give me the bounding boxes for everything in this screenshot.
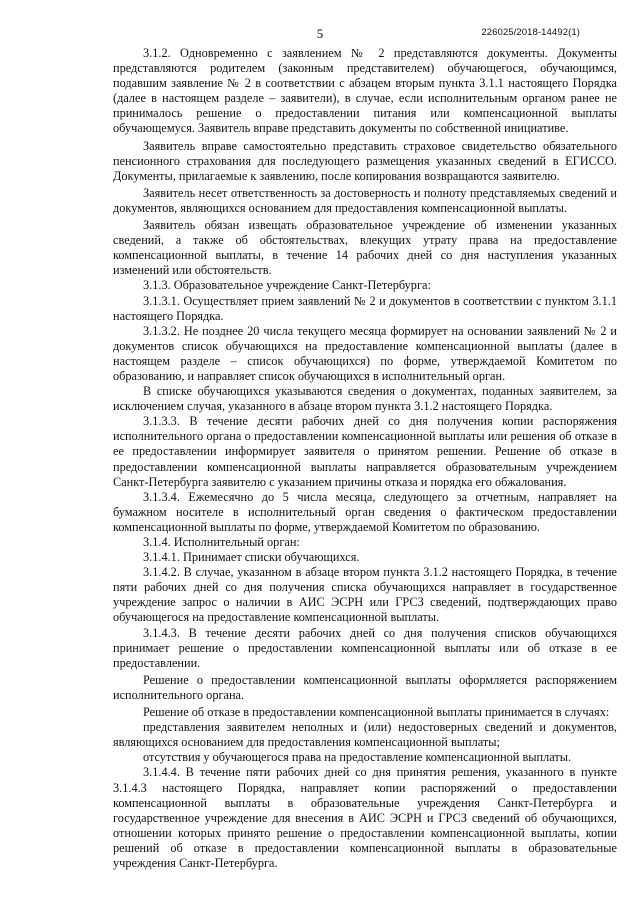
paragraph-3-1-3-4: 3.1.3.4. Ежемесячно до 5 числа месяца, следующего за отчетным, направляет на бумажном носителе в исполнительный орган сведения о фактическом предоставлении компенсационной выплаты по форме, утверждаемой Комитетом по образованию. [113,489,617,534]
paragraph-decision-order: Решение о предоставлении компенсационной выплаты оформляется распоряжением исполнительного органа. [113,672,617,702]
paragraph-3-1-4-4: 3.1.4.4. В течение пяти рабочих дней со дня принятия решения, указанного в пункте 3.1.4.3 настоящего Порядка, направляет копии распоряжений о предоставлении компенсационной выплаты в образовательные учреждения Санкт-Петербурга и государственное учреждение для внесения в АИС ЭСРН и ГРСЗ сведений об обучающихся, отношении которых принято решение о предоставлении компенсационной выплаты, копии решений об отказе в предоставлении компенсационной выплаты в образовательные учреждения Санкт-Петербурга. [113,765,617,870]
page-number: 5 [316,26,324,41]
paragraph-notification-duty: Заявитель обязан извещать образовательное учреждение об изменении указанных сведений, а также об обстоятельствах, влекущих утрату права на предоставление компенсационной выплаты, в течение 14 рабочих дней со дня наступления указанных изменений или обстоятельств. [113,218,617,278]
paragraph-responsibility: Заявитель несет ответственность за достоверность и полноту представляемых сведений и документов, являющихся основанием для предоставления компенсационной выплаты. [113,185,617,215]
paragraph-student-list: В списке обучающихся указываются сведения о документах, поданных заявителем, за исключением случая, указанного в абзаце втором пункта 3.1.2 настоящего Порядка. [113,384,617,414]
paragraph-3-1-4: 3.1.4. Исполнительный орган: [143,535,300,549]
paragraph-refusal-case-1: представления заявителем неполных и (или) недостоверных сведений и документов, являющихся основанием для предоставления компенсационной выплаты; [113,720,617,750]
paragraph-3-1-2: 3.1.2. Одновременно с заявлением № 2 представляются документы. Документы представляются родителем (законным представителем) обучающегося, обучающимся, подавшим заявление № 2 в соответствии с абзацем вторым пункта 3.1.1 настоящего Порядка (далее в настоящем разделе – заявители), в случае, если исполнительным органом ранее не принималось решение о предоставлении питания или компенсационной выплаты обучающемуся. Заявитель вправе представить документы по собственной инициативе. [113,46,617,136]
paragraph-3-1-4-1: 3.1.4.1. Принимает списки обучающихся. [143,550,360,565]
paragraph-3-1-4-3: 3.1.4.3. В течение десяти рабочих дней со дня получения списков обучающихся принимает решение о предоставлении компенсационной выплаты или об отказе в ее предоставлении. [113,625,617,670]
paragraph-3-1-3-2: 3.1.3.2. Не позднее 20 числа текущего месяца формирует на основании заявлений № 2 и документов список обучающихся на предоставление компенсационной выплаты (далее в настоящем разделе – список обучающихся) по форме, утверждаемой Комитетом по образованию, и направляет список обучающихся в исполнительный орган. [113,323,617,383]
document-body [113,46,617,871]
paragraph-3-1-3-1: 3.1.3.1. Осуществляет прием заявлений № 2 и документов в соответствии с пунктом 3.1.1 настоящего Порядка. [113,293,617,323]
paragraph-3-1-3-3: 3.1.3.3. В течение десяти рабочих дней со дня получения копии распоряжения исполнительного органа о предоставлении компенсационной выплаты или решения об отказе в ее предоставлении информирует заявителя о принятом решении. Решение об отказе в предоставлении компенсационной выплаты направляется образовательным учреждением Санкт-Петербурга заявителю с указанием причины отказа и порядка его обжалования. [113,414,617,489]
paragraph-3-1-3: 3.1.3. Образовательное учреждение Санкт-Петербурга: [143,278,431,293]
paragraph-snils: Заявитель вправе самостоятельно представить страховое свидетельство обязательного пенсионного страхования для последующего размещения указанных сведений в ЕГИССО. Документы, прилагаемые к заявлению, после копирования возвращаются заявителю. [113,138,617,183]
document-id: 226025/2018-14492(1) [481,27,580,38]
paragraph-refusal-cases: Решение об отказе в предоставлении компенсационной выплаты принимается в случаях: [143,705,610,720]
paragraph-3-1-4-2: 3.1.4.2. В случае, указанном в абзаце втором пункта 3.1.2 настоящего Порядка, в течение пяти рабочих дней со дня получения списка обучающихся направляет в государственное учреждение запрос о наличии в АИС ЭСРН или ГРСЗ сведений, подтверждающих право обучающегося на предоставление компенсационной выплаты. [113,565,617,625]
paragraph-refusal-case-2: отсутствия у обучающегося права на предоставление компенсационной выплаты. [143,750,572,765]
